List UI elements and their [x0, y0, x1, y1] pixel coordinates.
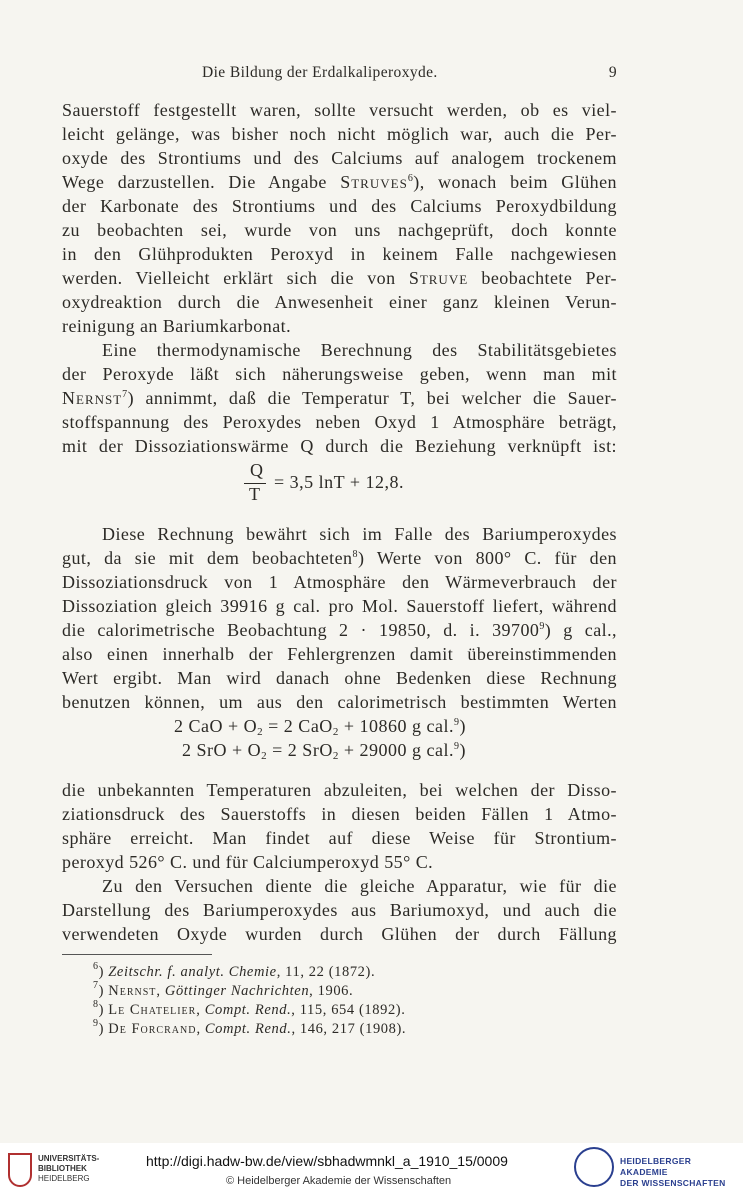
- text-line: also einen innerhalb der Fehlergrenzen damit übereinstimmenden: [62, 644, 617, 664]
- footnote-ref: 9: [453, 741, 460, 752]
- text-line: Dissoziationsdruck von 1 Atmosphäre den Wärmeverbrauch der: [62, 572, 617, 592]
- equation-sro: 2 SrO + $O_2 = 2$ SrO$_2$ + 29000 g cal.$^9$): [182, 740, 466, 762]
- text-line: sphäre erreicht. Man findet auf diese Weise für Strontium-: [62, 828, 617, 848]
- author-name: Nernst: [62, 388, 123, 408]
- text-line: stoffspannung des Peroxydes neben Oxyd 1 Atmosphäre beträgt,: [62, 412, 617, 432]
- text-line: mit der Dissoziationswärme Q durch die Beziehung verknüpft ist:: [62, 436, 617, 456]
- university-library-logo[interactable]: UNIVERSITÄTS- BIBLIOTHEK HEIDELBERG: [8, 1151, 138, 1191]
- footnote: $^6$) Zeitschr. f. analyt. Chemie, 11, 22 (1872).: [93, 961, 376, 980]
- formula-denominator: T: [249, 484, 260, 504]
- author-name: Struves: [340, 172, 408, 192]
- permalink-url[interactable]: http://digi.hadw-bw.de/view/sbhadwmnkl_a_1910_15/0009: [146, 1153, 508, 1169]
- text-line: verwendeten Oxyde wurden durch Glühen der durch Fällung: [62, 924, 617, 944]
- text-line: der Peroxyde läßt sich näherungsweise geben, wenn man mit: [62, 364, 617, 384]
- text-line: der Karbonate des Strontiums und des Calciums Peroxydbildung: [62, 196, 617, 216]
- running-header: [62, 64, 617, 86]
- text-line: oxydreaktion durch die Anwesenheit einer ganz kleinen Verun-: [62, 292, 617, 312]
- text-line: benutzen können, um aus den calorimetrisch bestimmten Werten: [62, 692, 617, 712]
- text-line: reinigung an Bariumkarbonat.: [62, 316, 292, 336]
- text-line: Eine thermodynamische Berechnung des Stabilitätsgebietes: [102, 340, 617, 360]
- academy-logo[interactable]: HEIDELBERGER AKADEMIE DER WISSENSCHAFTEN: [574, 1147, 739, 1191]
- text-line: Diese Rechnung bewährt sich im Falle des Bariumperoxydes: [102, 524, 617, 544]
- text-line: peroxyd 526° C. und für Calciumperoxyd 55° C.: [62, 852, 434, 872]
- footnote-ref: 6: [407, 173, 414, 184]
- footnote: $^7$) Nernst, Göttinger Nachrichten, 1906.: [93, 980, 354, 999]
- academy-seal-icon: [574, 1147, 614, 1187]
- text-line: Wert ergibt. Man wird danach ohne Bedenken diese Rechnung: [62, 668, 617, 688]
- text-line: Dissoziation gleich 39916 g cal. pro Mol. Sauerstoff liefert, während: [62, 596, 617, 616]
- footnote-ref: 9: [453, 717, 460, 728]
- copyright-notice: © Heidelberger Akademie der Wissenschaften: [226, 1175, 452, 1187]
- text-line: ziationsdruck des Sauerstoffs in diesen beiden Fällen 1 Atmo-: [62, 804, 617, 824]
- text-line: Zu den Versuchen diente die gleiche Apparatur, wie für die: [102, 876, 617, 896]
- equation-cao: 2 CaO + $O_2 = 2$ CaO$_2$ + 10860 g cal.$^9$): [174, 716, 466, 738]
- formula: [244, 460, 474, 506]
- footnote-divider: [62, 954, 212, 955]
- text-line: gut, da sie mit dem beobachteten$^8$) Werte von 800° C. für den: [62, 548, 618, 568]
- library-shield-icon: [8, 1153, 32, 1187]
- author-name: Struve: [408, 268, 469, 288]
- text-line: Wege darzustellen. Die Angabe Struves$^6$), wonach beim Glühen: [62, 172, 617, 192]
- formula-rhs: = 3,5 lnT + 12,8.: [274, 472, 404, 492]
- footnote: $^9$) De Forcrand, Compt. Rend., 146, 217 (1908).: [93, 1018, 407, 1037]
- footnote: $^8$) Le Chatelier, Compt. Rend., 115, 654 (1892).: [93, 999, 406, 1018]
- text-line: Sauerstoff festgestellt waren, sollte versucht werden, ob es viel-: [62, 100, 617, 120]
- text-line: Nernst$^7$) annimmt, daß die Temperatur T, bei welcher die Sauer-: [62, 388, 617, 408]
- text-line: Darstellung des Bariumperoxydes aus Bariumoxyd, und auch die: [62, 900, 617, 920]
- footnote-ref: 8: [352, 549, 358, 560]
- footer-bar: [0, 1143, 743, 1196]
- text-line: werden. Vielleicht erklärt sich die von Struve beobachtete Per-: [62, 268, 617, 288]
- text-line: die unbekannten Temperaturen abzuleiten, bei welchen der Disso-: [62, 780, 617, 800]
- text-line: zu beobachten sei, wurde von uns nachgeprüft, doch konnte: [62, 220, 617, 240]
- text-line: in den Glühprodukten Peroxyd in keinem Falle nachgewiesen: [62, 244, 617, 264]
- running-title: Die Bildung der Erdalkaliperoxyde.: [202, 64, 438, 81]
- footnote-ref: 7: [122, 389, 128, 400]
- footnote-ref: 9: [539, 621, 545, 632]
- formula-numerator: Q: [250, 460, 263, 480]
- text-line: oxyde des Strontiums und des Calciums auf analogem trockenem: [62, 148, 617, 168]
- text-line: leicht gelänge, was bisher noch nicht möglich war, auch die Per-: [62, 124, 617, 144]
- page-number: 9: [608, 64, 617, 81]
- text-line: die calorimetrische Beobachtung 2 · 19850, d. i. 39700$^9$) g cal.,: [62, 620, 617, 640]
